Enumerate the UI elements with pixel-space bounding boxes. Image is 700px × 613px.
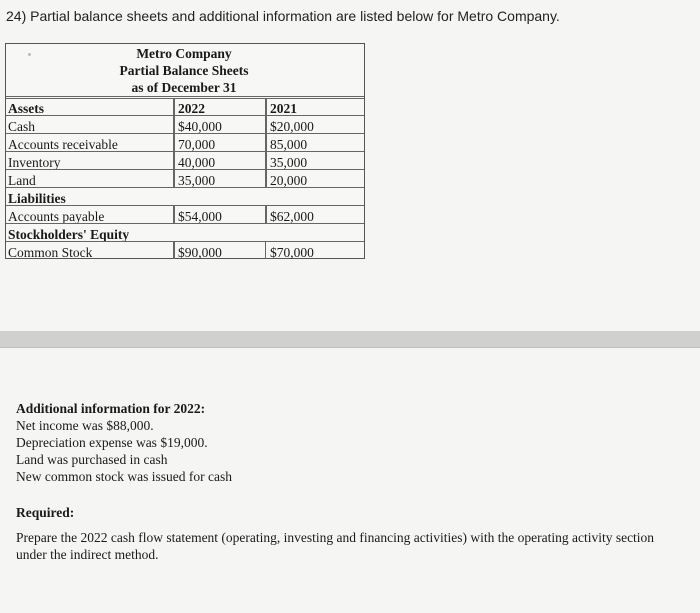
- cell-border: [6, 224, 364, 242]
- cell-border: [6, 206, 174, 224]
- additional-info-line: Land was purchased in cash: [16, 452, 168, 467]
- cell-border: [266, 98, 364, 116]
- required-text: Prepare the 2022 cash flow statement (operating, investing and financing activities) with the operating activity section under the indirect method.: [16, 530, 655, 562]
- value-2021: $20,000: [270, 119, 314, 134]
- cell-border: [6, 242, 174, 259]
- cell-border: [174, 98, 266, 116]
- value-2022: $54,000: [178, 209, 222, 224]
- balance-sheet-header: [6, 44, 364, 97]
- year-2022-header: 2022: [178, 101, 205, 116]
- company-name: Metro Company: [136, 46, 232, 61]
- dot-icon: [28, 53, 31, 56]
- required-label: Required:: [16, 505, 75, 520]
- cell-border: [266, 116, 364, 134]
- cell-border: [174, 206, 266, 224]
- cell-border: [6, 152, 174, 170]
- cell-border: [6, 98, 174, 116]
- balance-sheet-table: [5, 43, 365, 259]
- row-label: Inventory: [8, 155, 61, 170]
- divider-band: [0, 331, 700, 347]
- cell-border: [174, 134, 266, 152]
- value-2022: 35,000: [178, 173, 216, 188]
- row-label: Accounts payable: [8, 209, 105, 224]
- value-2022: 40,000: [178, 155, 216, 170]
- row-label: Accounts receivable: [8, 137, 118, 152]
- cell-border: [174, 152, 266, 170]
- additional-info: [16, 400, 232, 485]
- value-2022: 70,000: [178, 137, 216, 152]
- value-2022: $90,000: [178, 245, 222, 260]
- value-2021: 85,000: [270, 137, 308, 152]
- cell-border: [266, 152, 364, 170]
- value-2021: 35,000: [270, 155, 308, 170]
- cell-border: [266, 206, 364, 224]
- value-2022: $40,000: [178, 119, 222, 134]
- cell-border: [6, 188, 364, 206]
- cell-border: [174, 116, 266, 134]
- value-2021: 20,000: [270, 173, 308, 188]
- liabilities-heading: Liabilities: [8, 191, 66, 206]
- divider-line: [0, 347, 700, 348]
- value-2021: $62,000: [270, 209, 314, 224]
- equity-heading: Stockholders' Equity: [8, 227, 130, 242]
- cell-border: [174, 170, 266, 188]
- cell-border: [266, 134, 364, 152]
- row-label: Land: [8, 173, 36, 188]
- cell-border: [6, 170, 174, 188]
- year-2021-header: 2021: [270, 101, 297, 116]
- cell-border: [6, 116, 174, 134]
- row-label: Cash: [8, 119, 35, 134]
- cell-border: [266, 170, 364, 188]
- row-label: Common Stock: [8, 245, 93, 260]
- additional-info-line: Net income was $88,000.: [16, 418, 154, 433]
- additional-info-title: Additional information for 2022:: [16, 401, 206, 416]
- statement-date: as of December 31: [131, 80, 237, 95]
- question-title: 24) Partial balance sheets and additional information are listed below for Metro Company.: [6, 8, 560, 24]
- additional-info-line: New common stock was issued for cash: [16, 469, 232, 484]
- cell-border: [6, 134, 174, 152]
- cell-border: [174, 242, 266, 259]
- value-2021: $70,000: [270, 245, 314, 260]
- assets-heading: Assets: [8, 101, 44, 116]
- additional-info-line: Depreciation expense was $19,000.: [16, 435, 208, 450]
- statement-name: Partial Balance Sheets: [119, 63, 249, 78]
